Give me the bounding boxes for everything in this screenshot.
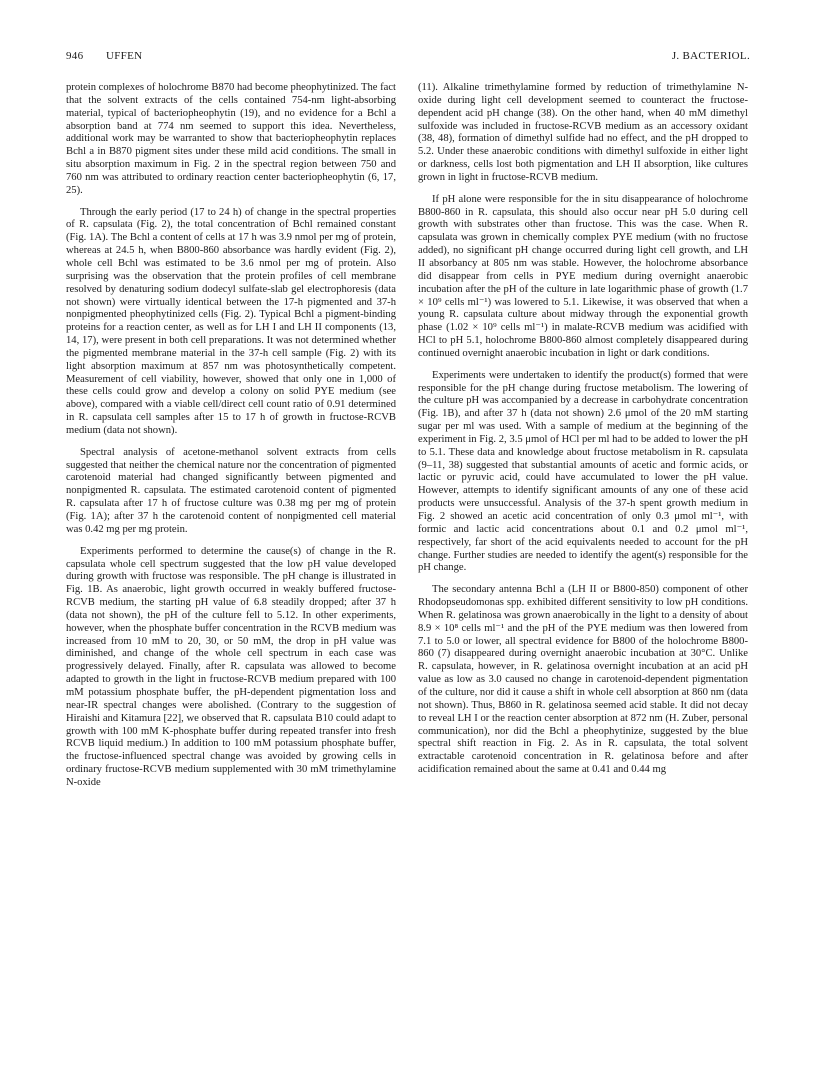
running-author: UFFEN [106,50,143,62]
paragraph: Through the early period (17 to 24 h) of change in the spectral properties of R. capsulata (Fig. 2), the total concentration of Bchl remained constant (Fig. 1A). The Bchl a content of cells at 17 h was 3.9 nmol per mg of protein, whereas at 24.5 h, when B800-860 absorbance was hardly evident (Fig. 2), whole cell Bchl was estimated to be 3.6 nmol per mg of protein. Also surprising was the observation that the protein profiles of cell membrane resolved by denaturing sodium dodecyl sulfate-slab gel electrophoresis (data not shown) were virtually identical between the 17-h pigmented and 37-h nonpigmented pheophytinized cells (Fig. 2). Typical Bchl a pigment-binding proteins for a reaction center, as well as for LH I and LH II components (13, 14, 17), were present in both cell preparations. It was not determined whether the pigmented membrane material in the 37-h cell sample (Fig. 2) with its light absorption maximum at 857 nm was photosynthetically competent. Measurement of cell viability, however, showed that only one in 1,000 of these cells could grow and develop a colony on solid PYE medium (see above), compared with a viable cell/direct cell count ratio of 0.91 determined in R. capsulata cell samples after 15 to 17 h of growth in fructose-RCVB medium (data not shown). [66,206,396,436]
left-column [66,82,396,1072]
right-column [418,82,748,1072]
paragraph: protein complexes of holochrome B870 had become pheophytinized. The fact that the solvent extracts of the cells contained 754-nm light-absorbing material, typical of bacteriopheophytin (19), and no evidence for a Bchl a absorption band at 774 nm seemed to support this idea. Nevertheless, additional work may be warranted to show that bacteriopheophytin replaces Bchl a in B870 pigment sites under these mild acid conditions. The small in situ absorption maximum in Fig. 2 in the spectral region between 750 and 760 nm was attributed to ordinary reaction center bacteriopheophytin (6, 17, 25). [66,82,396,196]
paragraph: Experiments performed to determine the cause(s) of change in the R. capsulata whole cell spectrum suggested that the low pH value developed during growth with fructose was responsible. The pH change is illustrated in Fig. 1B. As anaerobic, light growth occurred in weakly buffered fructose-RCVB medium, the starting pH value of 6.8 steadily dropped; after 37 h (data not shown), the pH of the culture fell to 5.12. In other experiments, however, when the phosphate buffer concentration in the RCVB medium was increased from 10 mM to 20, 30, or 50 mM, the drop in pH value was diminished, and change of the whole cell spectrum in each case was progressively delayed. Finally, after R. capsulata was allowed to become adapted to growth in the light in fructose-RCVB medium prepared with 100 mM potassium phosphate buffer, the pH-dependent pigmentation loss and near-IR spectral changes were abolished. (Contrary to the suggestion of Hiraishi and Kitamura [22], we observed that R. capsulata B10 could adapt to growth with 100 mM K-phosphate buffer during repeated transfer into fresh RCVB liquid medium.) In addition to 100 mM potassium phosphate buffer, the fructose-influenced spectral change was avoided by growing cells in ordinary fructose-RCVB medium supplemented with 30 mM trimethylamine N-oxide [66,545,396,788]
paragraph: If pH alone were responsible for the in situ disappearance of holochrome B800-860 in R. capsulata, this should also occur near pH 5.0 during cell growth with substrates other than fructose. This was the case. When R. capsulata was grown in chemically complex PYE medium (with no fructose added), no significant pH change occurred during light cell growth, and LH II absorbancy at 805 nm was stable. However, the holochrome absorbance did disappear from cells in PYE medium during overnight anaerobic incubation after the pH of the culture in late logarithmic phase of growth (1.7 × 10⁹ cells ml⁻¹) was lowered to 5.1. Likewise, it was observed that when a young R. capsulata culture about midway through the exponential growth phase (1.02 × 10⁹ cells ml⁻¹) in malate-RCVB medium was acidified with HCl to pH 5.1, holochrome B800-860 almost completely disappeared during continued overnight anaerobic incubation in light or dark conditions. [418,193,748,359]
journal-name: J. BACTERIOL. [671,50,750,62]
paragraph: (11). Alkaline trimethylamine formed by reduction of trimethylamine N-oxide during light cell development seemed to counteract the fructose-dependent acid pH change (38). On the other hand, when 40 mM dimethyl sulfoxide was included in fructose-RCVB medium as an accessory oxidant (38, 48), formation of dimethyl sulfide had no effect, and the pH dropped to 5.2. Under these anaerobic conditions with dimethyl sulfoxide in either light or darkness, cells lost both pigmentation and LH II absorption, like cultures grown in light in fructose-RCVB medium. [418,82,748,183]
paragraph: The secondary antenna Bchl a (LH II or B800-850) component of other Rhodopseudomonas spp. exhibited different sensitivity to low pH conditions. When R. gelatinosa was grown anaerobically in the light to a density of about 8.9 × 10⁸ cells ml⁻¹ and the pH of the PYE medium was then lowered from 7.1 to 5.0 or lower, all spectral evidence for B800 of the holochrome B800-860 (7) disappeared during overnight anaerobic incubation at 30°C. Unlike R. capsulata, however, in R. gelatinosa overnight incubation at an acid pH value as low as 3.0 caused no change in carotenoid-dependent pigmentation of the culture, nor did it cause a shift in whole cell absorption at 860 nm (data not shown). Thus, B860 in R. gelatinosa seemed acid stable. It did not decay to reveal LH I or the reaction center absorption at 872 nm (H. Zuber, personal communication), nor did the Bchl a pheophytinize, suggested by the blue spectral shift reaction in Fig. 2. As in R. capsulata, the total solvent extractable carotenoid concentration in R. gelatinosa before and after acidification remained about the same at 0.41 and 0.44 mg [418,584,748,776]
paragraph: Experiments were undertaken to identify the product(s) formed that were responsible for the pH change during fructose metabolism. The lowering of the culture pH was accompanied by a decrease in carbohydrate concentration (Fig. 1B), and after 37 h (data not shown) 2.6 μmol of the 20 mM starting sugar per ml was used. With a sample of medium at the beginning of the experiment in Fig. 2, 3.5 μmol of HCl per ml had to be added to lower the pH to 5.1. These data and knowledge about fructose metabolism in R. capsulata (9–11, 38) suggested that substantial amounts of acetic and formic acids, or lactic or pyruvic acid, could have accumulated to lower the pH value. However, attempts to identify significant amounts of any one of these acid products were unsuccessful. Analysis of the 37-h spent growth medium in Fig. 2 showed an acetic acid concentration of only 0.3 μmol ml⁻¹, with formic and lactic acid concentrations about 0.1 and 0.2 μmol ml⁻¹, respectively, far short of the acid equivalents needed to account for the pH change. Further studies are needed to identify the agent(s) responsible for the pH change. [418,369,748,574]
running-header [66,50,750,66]
paragraph: Spectral analysis of acetone-methanol solvent extracts from cells suggested that neither the chemical nature nor the concentration of pigmented carotenoid material had changed significantly between pigmented and nonpigmented R. capsulata. The estimated carotenoid content of pigmented R. capsulata after 17 h of fructose culture was 0.38 mg per mg of protein (Fig. 1A); after 37 h the carotenoid content of nonpigmented cell material was 0.42 mg per mg protein. [66,446,396,535]
page-number: 946 [66,50,84,62]
